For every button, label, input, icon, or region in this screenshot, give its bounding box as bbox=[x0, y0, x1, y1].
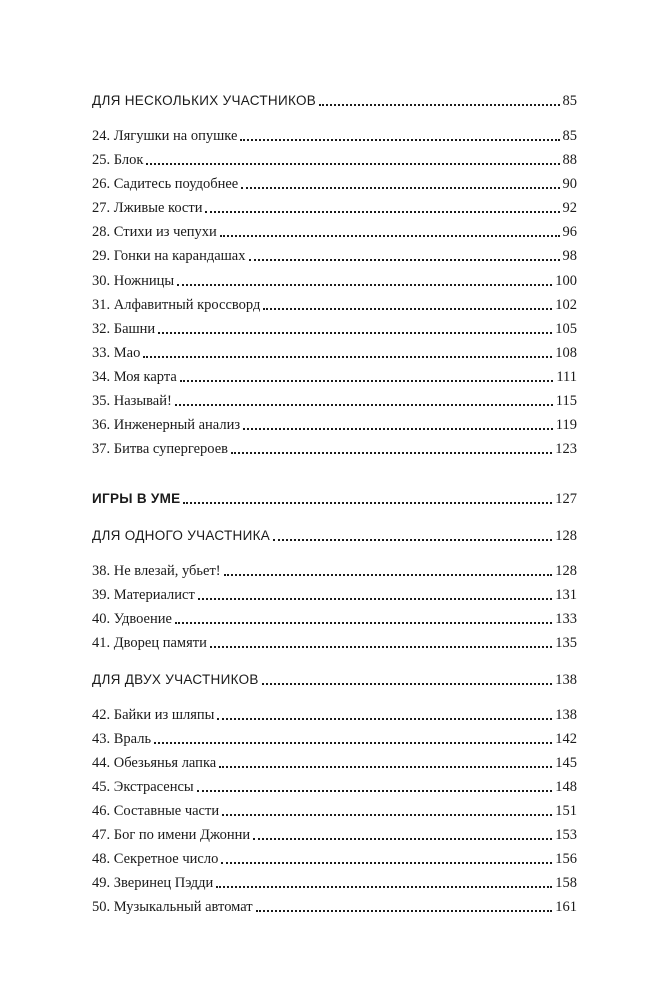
toc-entry bbox=[92, 121, 577, 145]
toc-title: 45. Экстрасенсы bbox=[92, 779, 194, 795]
toc-section-heading bbox=[92, 665, 577, 689]
toc-title: 49. Зверинец Пэдди bbox=[92, 875, 214, 891]
dot-leader bbox=[263, 308, 552, 310]
toc-title: 35. Называй! bbox=[92, 393, 172, 409]
toc-title: 43. Враль bbox=[92, 731, 152, 747]
dot-leader bbox=[249, 259, 560, 261]
dot-leader bbox=[143, 356, 552, 358]
toc-title: 34. Моя карта bbox=[92, 369, 177, 385]
dot-leader bbox=[183, 502, 552, 504]
toc-title: ДЛЯ НЕСКОЛЬКИХ УЧАСТНИКОВ bbox=[92, 93, 317, 108]
toc-entry bbox=[92, 386, 577, 410]
toc-entry bbox=[92, 628, 577, 652]
toc-page-number: 145 bbox=[555, 755, 577, 771]
toc-title: 26. Садитесь поудобнее bbox=[92, 176, 239, 192]
toc-entry bbox=[92, 892, 577, 916]
dot-leader bbox=[205, 211, 559, 213]
toc-page-number: 96 bbox=[562, 224, 577, 240]
toc-entry bbox=[92, 314, 577, 338]
toc-title: 38. Не влезай, убьет! bbox=[92, 563, 221, 579]
toc-page-number: 153 bbox=[555, 827, 577, 843]
toc-title: 46. Составные части bbox=[92, 803, 220, 819]
toc-entry bbox=[92, 724, 577, 748]
toc-entry bbox=[92, 748, 577, 772]
toc-page-number: 85 bbox=[562, 93, 577, 109]
toc-page-number: 161 bbox=[555, 899, 577, 915]
toc-page-number: 156 bbox=[555, 851, 577, 867]
toc-title: 28. Стихи из чепухи bbox=[92, 224, 217, 240]
toc-entry bbox=[92, 169, 577, 193]
toc-entry bbox=[92, 580, 577, 604]
toc-title: ДЛЯ ОДНОГО УЧАСТНИКА bbox=[92, 528, 271, 543]
toc-section-heading bbox=[92, 86, 577, 110]
dot-leader bbox=[220, 235, 560, 237]
dot-leader bbox=[198, 598, 552, 600]
toc-page-number: 92 bbox=[562, 200, 577, 216]
toc-page-number: 85 bbox=[562, 128, 577, 144]
toc-entry bbox=[92, 241, 577, 265]
toc-part-heading bbox=[92, 484, 577, 508]
toc-page-number: 138 bbox=[555, 707, 577, 723]
toc-page-number: 131 bbox=[555, 587, 577, 603]
toc-title: 29. Гонки на карандашах bbox=[92, 248, 246, 264]
dot-leader bbox=[256, 910, 553, 912]
dot-leader bbox=[210, 646, 552, 648]
dot-leader bbox=[217, 718, 552, 720]
dot-leader bbox=[221, 862, 552, 864]
toc-page-number: 115 bbox=[555, 393, 577, 409]
toc-entry bbox=[92, 796, 577, 820]
toc-page-number: 98 bbox=[562, 248, 577, 264]
dot-leader bbox=[197, 790, 553, 792]
toc-page-number: 111 bbox=[556, 369, 577, 385]
toc-title: 33. Мао bbox=[92, 345, 141, 361]
toc-title: 25. Блок bbox=[92, 152, 144, 168]
toc-entry bbox=[92, 266, 577, 290]
dot-leader bbox=[319, 104, 559, 106]
toc-title: 48. Секретное число bbox=[92, 851, 219, 867]
toc-page-number: 148 bbox=[555, 779, 577, 795]
toc-entry bbox=[92, 217, 577, 241]
toc-page-number: 128 bbox=[555, 563, 577, 579]
toc-title: 47. Бог по имени Джонни bbox=[92, 827, 251, 843]
toc-title: 40. Удвоение bbox=[92, 611, 172, 627]
toc-entry bbox=[92, 193, 577, 217]
toc-title: ДЛЯ ДВУХ УЧАСТНИКОВ bbox=[92, 672, 259, 687]
toc-title: 27. Лживые кости bbox=[92, 200, 203, 216]
toc-page-number: 133 bbox=[555, 611, 577, 627]
toc-page-number: 123 bbox=[555, 441, 577, 457]
toc-title: 39. Материалист bbox=[92, 587, 195, 603]
toc-page-number: 128 bbox=[555, 528, 577, 544]
toc-page-number: 135 bbox=[555, 635, 577, 651]
dot-leader bbox=[224, 574, 553, 576]
toc-page-number: 100 bbox=[555, 273, 577, 289]
toc-page-number: 90 bbox=[562, 176, 577, 192]
toc-title: 50. Музыкальный автомат bbox=[92, 899, 253, 915]
dot-leader bbox=[180, 380, 553, 382]
toc-page-number: 119 bbox=[555, 417, 577, 433]
toc-title: 31. Алфавитный кроссворд bbox=[92, 297, 261, 313]
dot-leader bbox=[154, 742, 552, 744]
toc-title: 36. Инженерный анализ bbox=[92, 417, 241, 433]
toc-entry bbox=[92, 410, 577, 434]
dot-leader bbox=[175, 622, 552, 624]
toc-page-number: 151 bbox=[555, 803, 577, 819]
toc-entry bbox=[92, 820, 577, 844]
dot-leader bbox=[253, 838, 552, 840]
dot-leader bbox=[146, 163, 559, 165]
toc-title: 42. Байки из шляпы bbox=[92, 707, 215, 723]
toc-entry bbox=[92, 844, 577, 868]
toc-page-number: 105 bbox=[555, 321, 577, 337]
toc-page-number: 138 bbox=[555, 672, 577, 688]
toc-title: 37. Битва супергероев bbox=[92, 441, 228, 457]
dot-leader bbox=[243, 428, 553, 430]
toc-entry bbox=[92, 772, 577, 796]
dot-leader bbox=[216, 886, 552, 888]
dot-leader bbox=[231, 452, 552, 454]
toc-page-number: 102 bbox=[555, 297, 577, 313]
toc-page-number: 88 bbox=[562, 152, 577, 168]
toc-section-heading bbox=[92, 521, 577, 545]
toc-entry bbox=[92, 434, 577, 458]
toc-page-number: 142 bbox=[555, 731, 577, 747]
toc-title: 32. Башни bbox=[92, 321, 156, 337]
dot-leader bbox=[222, 814, 552, 816]
toc-page-number: 108 bbox=[555, 345, 577, 361]
toc-title: 41. Дворец памяти bbox=[92, 635, 207, 651]
dot-leader bbox=[177, 284, 552, 286]
toc-entry bbox=[92, 604, 577, 628]
toc-entry bbox=[92, 338, 577, 362]
toc-page-number: 158 bbox=[555, 875, 577, 891]
toc-entry bbox=[92, 868, 577, 892]
toc-title: ИГРЫ В УМЕ bbox=[92, 491, 181, 506]
toc-entry bbox=[92, 556, 577, 580]
toc-entry bbox=[92, 145, 577, 169]
dot-leader bbox=[158, 332, 552, 334]
dot-leader bbox=[241, 187, 559, 189]
toc-entry bbox=[92, 700, 577, 724]
toc-title: 24. Лягушки на опушке bbox=[92, 128, 238, 144]
dot-leader bbox=[219, 766, 552, 768]
dot-leader bbox=[240, 139, 559, 141]
toc-title: 30. Ножницы bbox=[92, 273, 175, 289]
dot-leader bbox=[262, 683, 553, 685]
toc-page-number: 127 bbox=[555, 491, 577, 507]
dot-leader bbox=[175, 404, 553, 406]
toc-entry bbox=[92, 290, 577, 314]
dot-leader bbox=[273, 539, 552, 541]
toc-title: 44. Обезьянья лапка bbox=[92, 755, 217, 771]
toc-entry bbox=[92, 362, 577, 386]
